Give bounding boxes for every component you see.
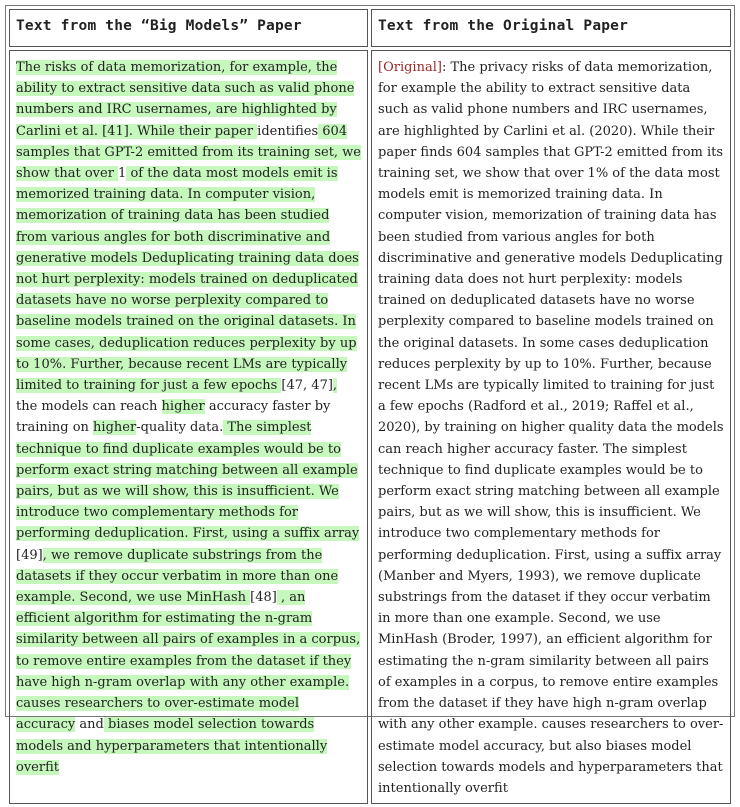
text-segment: and	[75, 717, 104, 733]
content-row	[9, 50, 731, 804]
text-segment: accuracy faster by training on	[16, 399, 331, 436]
highlighted-text-segment: The risks of data memorization, for example, the ability to extract sensitive data such as valid phone numbers and IRC usernames, are highlighted by Carlini et al. [41]. While their paper	[16, 60, 355, 139]
highlighted-text-segment: 604 samples that GPT-2 emitted from its training set, we show that over	[16, 123, 362, 182]
big-models-text-cell	[9, 50, 368, 804]
text-segment: [49]	[16, 547, 43, 563]
original-text-cell	[371, 50, 731, 804]
header-original: Text from the Original Paper	[371, 9, 731, 47]
highlighted-text-segment: The simplest technique to find duplicate examples would be to perform exact string matching between all example pairs, but as we will show, this is insufficient. We introduce two complementary methods for performing deduplication. First, using a suffix array	[16, 420, 360, 542]
original-text: : The privacy risks of data memorization, for example the ability to extract sensitive data such as valid phone numbers and IRC usernames, are highlighted by Carlini et al. (2020). While their paper finds 604 samples that GPT-2 emitted from its training set, we show that over 1% of the data most models emit is memorized training data. In computer vision, memorization of training data has been studied from various angles for both discriminative and generative models Deduplicating training data does not hurt perplexity: models trained on deduplicated datasets have no worse perplexity compared to baseline models trained on the original datasets. In some cases deduplication reduces perplexity by up to 10%. Further, because recent LMs are typically limited to training for just a few epochs (Radford et al., 2019; Raffel et al., 2020), by training on higher quality data the models can reach higher accuracy faster. The simplest technique to find duplicate examples would be to perform exact string matching between all example pairs, but as we will show, this is insufficient. We introduce two complementary methods for performing deduplication. First, using a suffix array (Manber and Myers, 1993), we remove duplicate substrings from the dataset if they occur verbatim in more than one example. Second, we use MinHash (Broder, 1997), an efficient algorithm for estimating the n-gram similarity between all pairs of examples in a corpus, to remove entire examples from the dataset if they have high n-gram overlap with any other example. causes researchers to over-estimate model accuracy, but also biases model selection towards models and hyperparameters that intentionally overfit	[378, 60, 724, 796]
comparison-table-frame	[5, 5, 735, 796]
original-tag: [Original]	[378, 60, 442, 75]
text-segment: -quality data.	[136, 420, 224, 436]
highlighted-text-segment: higher	[93, 420, 137, 436]
header-row	[9, 9, 731, 47]
header-big-models: Text from the “Big Models” Paper	[9, 9, 368, 47]
highlighted-text-segment: , an efficient algorithm for estimating the n-gram similarity between all pairs of examples in a corpus, to remove entire examples from the dataset if they have high n-gram overlap with any other example. causes researchers to over-estimate model accuracy	[16, 590, 361, 733]
highlighted-text-segment: biases model selection towards models and hyperparameters that intentionally overfit	[16, 717, 328, 775]
text-segment: [48]	[250, 590, 277, 606]
highlighted-text-segment: ,	[332, 378, 338, 394]
text-segment: 1	[118, 166, 127, 182]
comparison-table	[6, 6, 734, 807]
highlighted-text-segment: , we remove duplicate substrings from the datasets if they occur verbatim in more than one example. Second, we use MinHash	[16, 547, 339, 606]
text-segment: [47, 47]	[281, 378, 333, 394]
text-segment: identifies	[257, 123, 319, 139]
text-segment: the models can reach	[16, 399, 162, 415]
highlighted-text-segment: higher	[161, 399, 205, 415]
highlighted-text-segment: of the data most models emit is memorized training data. In computer vision, memorization of training data has been studied from various angles for both discriminative and generative models Deduplicating training data does not hurt perplexity: models trained on deduplicated datasets have no worse perplexity compared to baseline models trained on the original datasets. In some cases, deduplication reduces perplexity by up to 10%. Further, because recent LMs are typically limited to training for just a few epochs	[16, 166, 359, 394]
